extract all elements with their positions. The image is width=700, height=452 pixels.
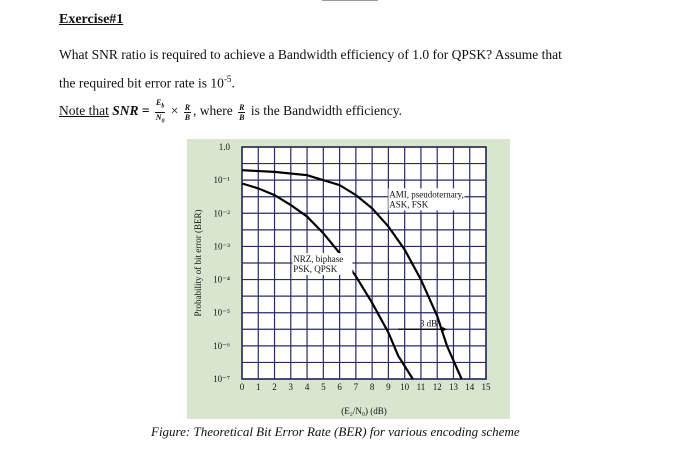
question-exponent: -5 bbox=[223, 74, 232, 84]
note-where: , where bbox=[193, 103, 233, 119]
x-tick-label: 11 bbox=[416, 382, 426, 392]
frac-eb-sub: b bbox=[161, 103, 165, 110]
x-tick-label: 2 bbox=[272, 382, 277, 392]
x-tick-label: 14 bbox=[465, 382, 475, 392]
note-tail: is the Bandwidth efficiency. bbox=[250, 103, 402, 119]
r-over-b-fraction-2 bbox=[238, 103, 245, 122]
x-tick-label: 7 bbox=[353, 382, 359, 392]
x-tick-label: 13 bbox=[448, 382, 458, 392]
x-tick-label: 15 bbox=[481, 382, 491, 392]
x-tick-label: 3 bbox=[288, 382, 294, 392]
exercise-title: Exercise#1 bbox=[59, 12, 124, 27]
ber-chart bbox=[187, 139, 510, 419]
frac-r-2: R bbox=[239, 102, 245, 112]
y-tick-label: 10⁻² bbox=[213, 208, 230, 219]
ber-chart-svg bbox=[187, 139, 510, 419]
question-text bbox=[59, 42, 659, 96]
x-tick-label: 9 bbox=[386, 382, 391, 392]
frac-b-2: B bbox=[239, 112, 245, 122]
three-db-label: 3 dB bbox=[419, 318, 438, 329]
y-axis-label: Probability of bit error (BER) bbox=[193, 209, 203, 317]
snr-note bbox=[59, 98, 402, 126]
nrz-label-line1: NRZ, biphase bbox=[293, 254, 344, 265]
cropped-header-mark bbox=[322, 0, 378, 3]
y-tick-label: 10⁻⁷ bbox=[213, 374, 230, 384]
note-label: Note that bbox=[59, 103, 109, 119]
question-line-2-suffix: . bbox=[231, 75, 235, 91]
question-line-2 bbox=[59, 67, 659, 96]
y-tick-label: 10⁻⁶ bbox=[213, 340, 230, 351]
nrz-label-line2: PSK, QPSK bbox=[293, 264, 338, 275]
x-tick-label: 6 bbox=[337, 382, 342, 392]
frac-b: B bbox=[184, 112, 191, 122]
ami-label-line2: ASK, FSK bbox=[389, 199, 429, 210]
x-tick-label: 4 bbox=[304, 382, 310, 392]
frac-n0: N bbox=[155, 112, 162, 122]
r-over-b-fraction bbox=[184, 103, 191, 122]
frac-n0-sub: 0 bbox=[161, 118, 165, 125]
y-tick-label: 10⁻⁴ bbox=[213, 274, 230, 285]
x-tick-label: 8 bbox=[369, 382, 375, 392]
y-tick-label: 10⁻⁵ bbox=[213, 307, 230, 318]
x-tick-label: 0 bbox=[239, 382, 245, 392]
x-tick-label: 12 bbox=[432, 382, 442, 392]
y-tick-label: 10⁻³ bbox=[213, 241, 230, 252]
frac-r: R bbox=[184, 102, 191, 112]
question-line-1: What SNR ratio is required to achieve a Bandwidth efficiency of 1.0 for QPSK? Assume that bbox=[59, 47, 562, 62]
y-tick-label: 1.0 bbox=[218, 142, 230, 152]
note-equals: = bbox=[141, 103, 150, 119]
x-axis-label: (E₂/N₀) (dB) bbox=[341, 406, 387, 416]
x-tick-label: 1 bbox=[256, 382, 261, 392]
eb-over-n0-fraction bbox=[155, 98, 165, 126]
y-tick-label: 10⁻¹ bbox=[213, 175, 230, 186]
ami-label-line1: AMI, pseudoternary, bbox=[389, 189, 464, 200]
note-times: × bbox=[170, 103, 179, 119]
note-snr: SNR bbox=[112, 103, 139, 119]
figure-caption: Figure: Theoretical Bit Error Rate (BER) for various encoding scheme bbox=[151, 424, 520, 439]
x-tick-label: 5 bbox=[321, 382, 326, 392]
frac-eb: E bbox=[155, 98, 162, 107]
x-tick-label: 10 bbox=[400, 382, 410, 392]
question-line-2-prefix: the required bit error rate is 10 bbox=[59, 75, 224, 91]
